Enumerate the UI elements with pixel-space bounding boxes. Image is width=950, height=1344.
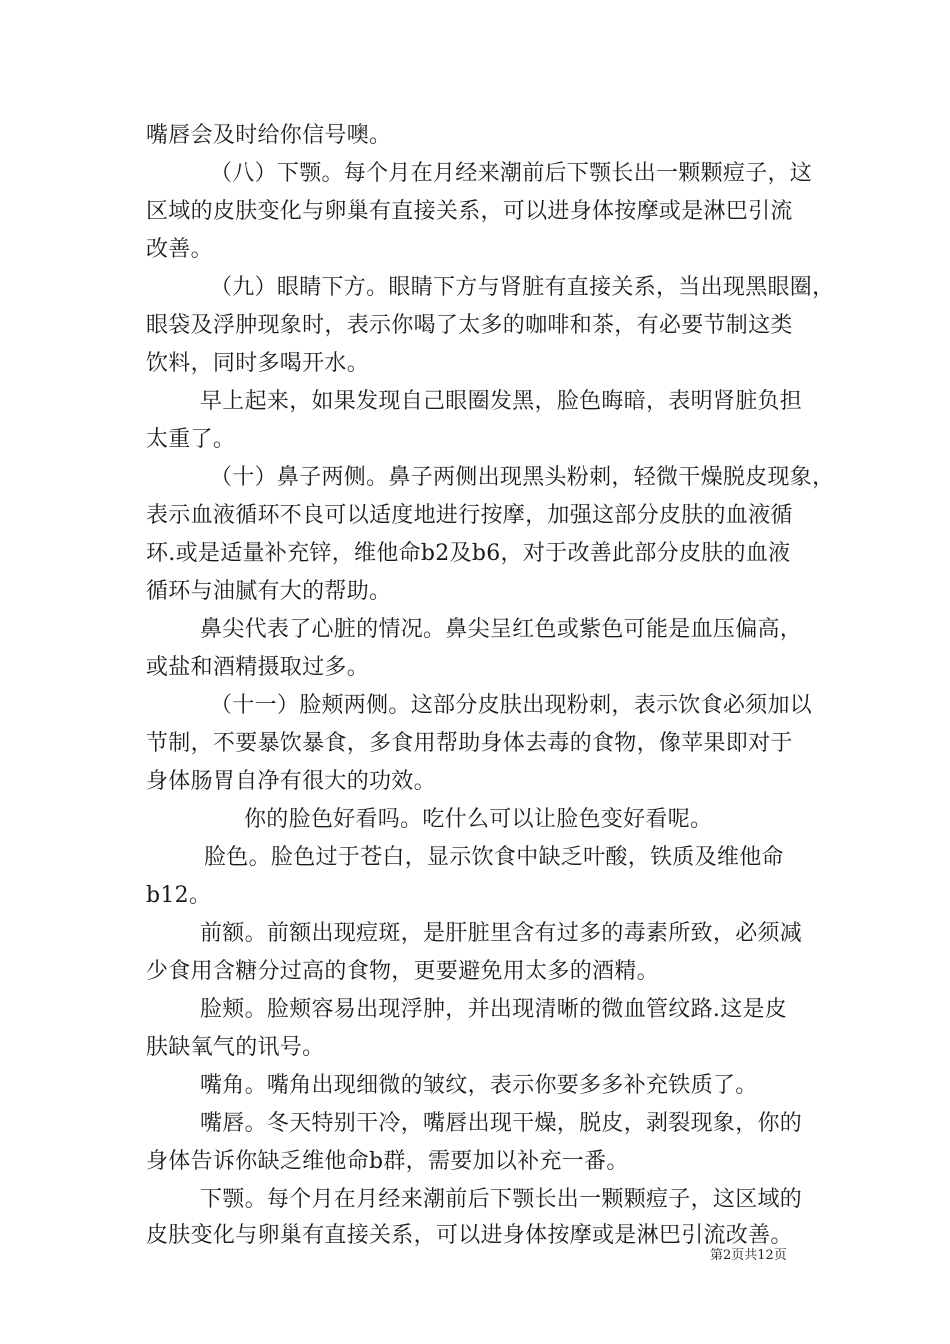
text-line: b12。 <box>146 883 212 908</box>
text-line: 太重了。 <box>146 427 236 452</box>
text-line: 循环与油腻有大的帮助。 <box>146 579 392 604</box>
text-line: （十）鼻子两侧。鼻子两侧出现黑头粉刺，轻微干燥脱皮现象， <box>210 465 835 490</box>
text-line: 嘴唇会及时给你信号噢。 <box>146 123 392 148</box>
text-line: 身体肠胃自净有很大的功效。 <box>146 769 436 794</box>
text-line: 脸色。脸色过于苍白，显示饮食中缺乏叶酸，铁质及维他命 <box>204 845 784 870</box>
text-line: 肤缺氧气的讯号。 <box>146 1035 325 1060</box>
text-line: （八）下颚。每个月在月经来潮前后下颚长出一颗颗痘子，这 <box>210 161 813 186</box>
text-line: 少食用含糖分过高的食物，更要避免用太多的酒精。 <box>146 959 659 984</box>
text-line: 下颚。每个月在月经来潮前后下颚长出一颗颗痘子，这区域的 <box>200 1187 803 1212</box>
text-line: 眼袋及浮肿现象时，表示你喝了太多的咖啡和茶，有必要节制这类 <box>146 313 793 338</box>
text-line: （九）眼睛下方。眼睛下方与肾脏有直接关系，当出现黑眼圈， <box>210 275 835 300</box>
text-line: 饮料，同时多喝开水。 <box>146 351 370 376</box>
text-line: 鼻尖代表了心脏的情况。鼻尖呈红色或紫色可能是血压偏高， <box>200 617 803 642</box>
text-line: 早上起来，如果发现自己眼圈发黑，脸色晦暗，表明肾脏负担 <box>200 389 803 414</box>
text-line: 改善。 <box>146 237 213 262</box>
text-line: 嘴角。嘴角出现细微的皱纹，表示你要多多补充铁质了。 <box>200 1073 758 1098</box>
section-heading: 你的脸色好看吗。吃什么可以让脸色变好看呢。 <box>244 807 713 832</box>
text-line: 节制，不要暴饮暴食，多食用帮助身体去毒的食物，像苹果即对于 <box>146 731 793 756</box>
text-line: 嘴唇。冬天特别干冷，嘴唇出现干燥，脱皮，剥裂现象，你的 <box>200 1111 803 1136</box>
text-line: 脸颊。脸颊容易出现浮肿，并出现清晰的微血管纹路.这是皮 <box>200 997 788 1022</box>
text-line: 身体告诉你缺乏维他命b群，需要加以补充一番。 <box>146 1149 629 1174</box>
text-line: 环.或是适量补充锌，维他命b2及b6，对于改善此部分皮肤的血液 <box>146 541 791 566</box>
text-line: （十一）脸颊两侧。这部分皮肤出现粉刺，表示饮食必须加以 <box>210 693 813 718</box>
text-line: 区域的皮肤变化与卵巢有直接关系，可以进身体按摩或是淋巴引流 <box>146 199 793 224</box>
text-line: 或盐和酒精摄取过多。 <box>146 655 370 680</box>
text-line: 前额。前额出现痘斑，是肝脏里含有过多的毒素所致，必须减 <box>200 921 803 946</box>
text-line: 表示血液循环不良可以适度地进行按摩，加强这部分皮肤的血液循 <box>146 503 793 528</box>
text-line: 皮肤变化与卵巢有直接关系，可以进身体按摩或是淋巴引流改善。 <box>146 1223 793 1248</box>
page-number: 第2页共12页 <box>710 1248 787 1263</box>
